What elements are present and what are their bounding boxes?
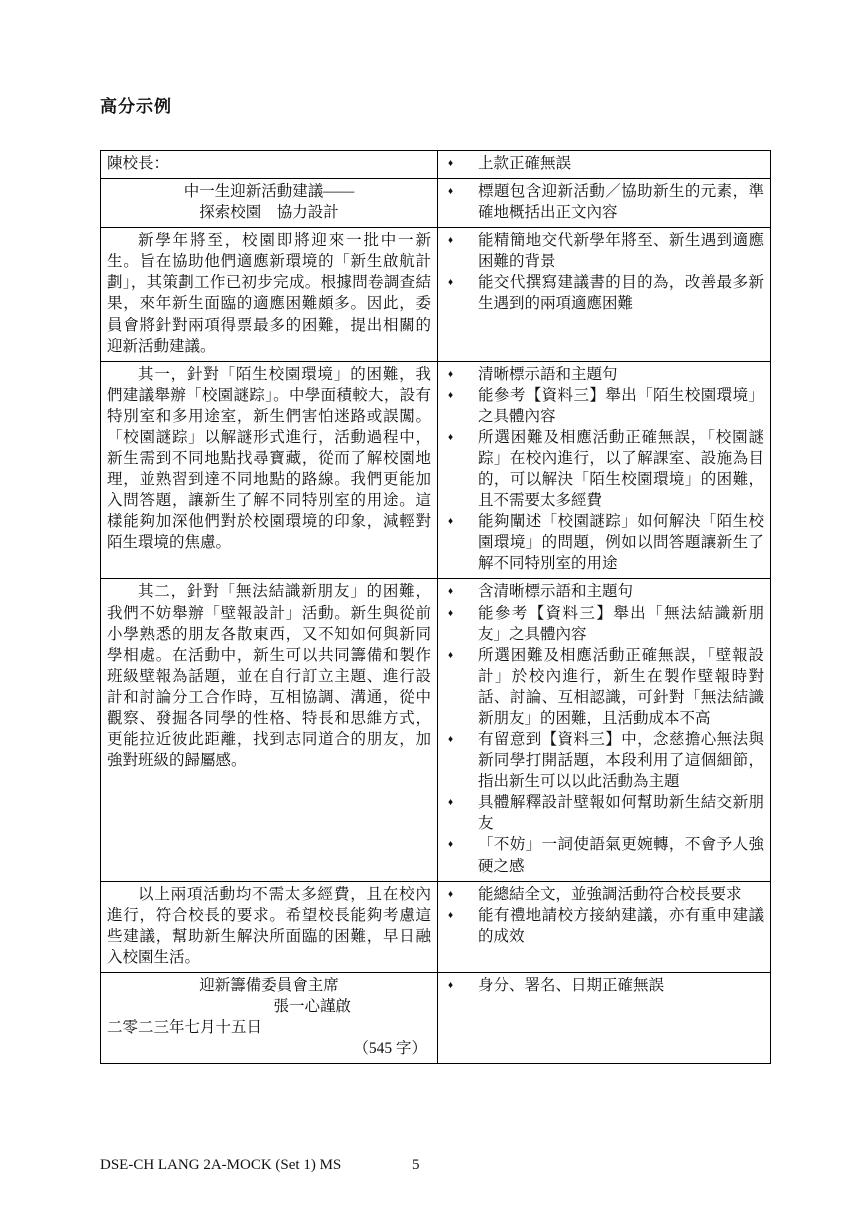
table-row [101, 151, 771, 179]
diamond-bullet-icon: ♦ [448, 158, 454, 169]
comment-item [446, 385, 764, 427]
comment-item [446, 884, 764, 905]
essay-cell [101, 881, 438, 972]
comment-item [446, 729, 764, 792]
comment-item [446, 792, 764, 834]
diamond-bullet-icon: ♦ [448, 277, 454, 289]
comment-text: 能參考【資料三】舉出「無法結識新朋友」之具體內容 [478, 604, 764, 643]
comment-text: 含清晰標示語和主題句 [478, 583, 634, 601]
essay-text: 中一生迎新活動建議—— [183, 183, 355, 201]
diamond-bullet-icon: ♦ [448, 389, 454, 401]
table-row [101, 881, 771, 972]
comment-item [446, 230, 764, 272]
essay-text: 迎新籌備委員會主席 [199, 976, 339, 994]
comment-item [446, 905, 764, 947]
marking-table [100, 150, 771, 1064]
comment-item [446, 427, 764, 511]
comment-text: 有留意到【資料三】中，念慈擔心無法與新同學打開話題，本段利用了這個細節，指出新生可以以此活動為主題 [478, 731, 764, 791]
comment-text: 能有禮地請校方接納建議，亦有重申建議的成效 [478, 906, 764, 945]
marking-table-wrap [100, 150, 771, 1064]
diamond-bullet-icon: ♦ [448, 607, 454, 619]
comment-text: 能交代撰寫建議書的目的為，改善最多新生遇到的兩項適應困難 [478, 274, 764, 313]
comment-text: 所選困難及相應活動正確無誤，「壁報設計」於校內進行，新生在製作壁報時對話、討論、互相認識，可針對「無法結識新朋友」的困難，且活動成本不高 [478, 646, 764, 727]
diamond-bullet-icon: ♦ [448, 431, 454, 443]
diamond-bullet-icon: ♦ [448, 186, 454, 198]
diamond-bullet-icon: ♦ [448, 586, 454, 598]
page-title: 高分示例 [100, 97, 172, 116]
essay-text: 二零二三年七月十五日 [107, 1019, 263, 1037]
comments-cell [438, 972, 771, 1063]
comment-text: 上款正確無誤 [478, 155, 572, 172]
comment-item [446, 645, 764, 729]
table-row [101, 972, 771, 1063]
diamond-bullet-icon: ♦ [448, 888, 454, 900]
diamond-bullet-icon: ♦ [448, 516, 454, 528]
comment-text: 所選困難及相應活動正確無誤，「校園謎踪」在校內進行，以了解課室、設施為目的，可以解決「陌生校園環境」的困難，且不需要太多經費 [478, 428, 764, 510]
essay-text: 其一，針對「陌生校園環境」的困難，我們建議舉辦「校園謎踪」。中學面積較大，設有特別室和多用途室，新生們害怕迷路或誤闖。「校園謎踪」以解謎形式進行，活動過程中，新生需到不同地點找尋寶藏，從而了解校園地理，並熟習到達不同地點的路線。我們更能加入問答題，讓新生了解不同特別室的用途。這樣能夠加深他們對於校園環境的印象，減輕對陌生環境的焦慮。 [107, 365, 431, 552]
essay-text: （545 字） [353, 1040, 427, 1058]
essay-cell [101, 972, 438, 1063]
diamond-bullet-icon: ♦ [448, 839, 454, 851]
table-row [101, 179, 771, 228]
essay-cell [101, 179, 438, 228]
footer-page-number: 5 [412, 1157, 420, 1173]
diamond-bullet-icon: ♦ [448, 979, 454, 991]
footer-doc-code: DSE-CH LANG 2A-MOCK (Set 1) MS [100, 1157, 342, 1173]
essay-cell [101, 151, 438, 179]
comment-item [446, 153, 764, 174]
essay-text: 張一心謹啟 [273, 997, 351, 1015]
comment-text: 具體解釋設計壁報如何幫助新生結交新朋友 [478, 794, 764, 833]
comment-item [446, 181, 764, 223]
essay-cell [101, 228, 438, 361]
comment-text: 能參考【資料三】舉出「陌生校園環境」之具體內容 [478, 386, 764, 425]
page-footer [100, 1157, 770, 1174]
comment-text: 身分、署名、日期正確無誤 [478, 976, 665, 994]
table-row [101, 228, 771, 361]
diamond-bullet-icon: ♦ [448, 734, 454, 746]
comment-text: 能總結全文，並強調活動符合校長要求 [478, 885, 742, 903]
comment-text: 能夠闡述「校園謎踪」如何解決「陌生校園環境」的問題，例如以問答題讓新生了解不同特別室的用途 [478, 513, 764, 573]
comments-cell [438, 579, 771, 881]
diamond-bullet-icon: ♦ [448, 235, 454, 247]
essay-text: 以上兩項活動均不需太多經費，且在校內進行，符合校長的要求。希望校長能夠考慮這些建議，幫助新生解決所面臨的困難，早日融入校園生活。 [107, 885, 431, 966]
table-row [101, 361, 771, 579]
diamond-bullet-icon: ♦ [448, 909, 454, 921]
diamond-bullet-icon: ♦ [448, 368, 454, 380]
comment-text: 能精簡地交代新學年將至、新生遇到適應困難的背景 [478, 232, 764, 271]
diamond-bullet-icon: ♦ [448, 649, 454, 661]
comment-item [446, 603, 764, 645]
comment-item [446, 511, 764, 574]
comment-text: 「不妨」一詞使語氣更婉轉，不會予人強硬之感 [478, 836, 764, 875]
essay-text: 新學年將至，校園即將迎來一批中一新生。旨在協助他們適應新環境的「新生啟航計劃」，其策劃工作已初步完成。根據問卷調查結果，來年新生面臨的適應困難頗多。因此，委員會將針對兩項得票最多的困難，提出相關的迎新活動建議。 [107, 232, 431, 355]
comment-item [446, 834, 764, 876]
essay-cell [101, 579, 438, 881]
table-row [101, 579, 771, 881]
comment-item [446, 364, 764, 385]
comments-cell [438, 179, 771, 228]
comment-text: 標題包含迎新活動／協助新生的元素，準確地概括出正文內容 [478, 183, 764, 222]
essay-text: 其二，針對「無法結識新朋友」的困難，我們不妨舉辦「壁報設計」活動。新生與從前小學熟悉的朋友各散東西，又不知如何與新同學相處。在活動中，新生可以共同籌備和製作班級壁報為話題，並在自行訂立主題、進行設計和討論分工合作時，互相協調、溝通，從中觀察、發掘各同學的性格、特長和思維方式，更能拉近彼此距離，找到志同道合的朋友，加強對班級的歸屬感。 [107, 583, 431, 770]
comment-item [446, 581, 764, 602]
comments-cell [438, 881, 771, 972]
comments-cell [438, 361, 771, 579]
comment-item [446, 975, 764, 996]
essay-text: 陳校長： [107, 155, 170, 172]
essay-text: 探索校園 協力設計 [199, 204, 339, 222]
diamond-bullet-icon: ♦ [448, 797, 454, 809]
comment-text: 清晰標示語和主題句 [478, 365, 618, 383]
comments-cell [438, 151, 771, 179]
comments-cell [438, 228, 771, 361]
essay-cell [101, 361, 438, 579]
comment-item [446, 272, 764, 314]
